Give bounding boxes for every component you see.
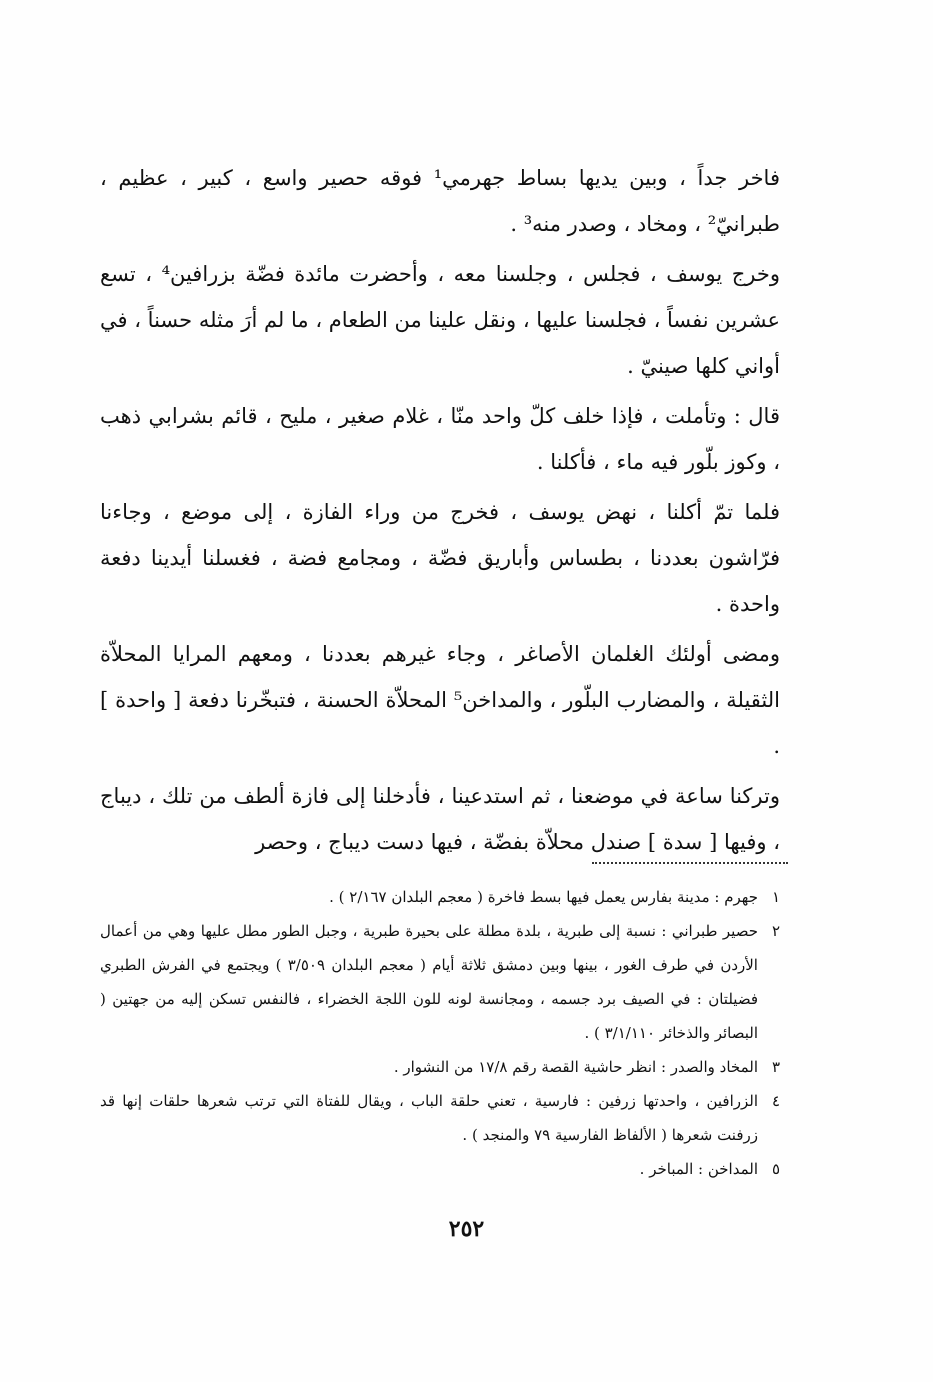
- footnote-number: ٣: [771, 1058, 780, 1076]
- footnote-text: جهرم : مدينة بفارس يعمل فيها بسط فاخرة ( معجم البلدان ٢/١٦٧ ) .: [329, 888, 758, 906]
- footnote-text: المداخن : المباخر .: [639, 1160, 758, 1178]
- footnote-5: [100, 1152, 780, 1186]
- paragraph-6: وتركنا ساعة في موضعنا ، ثم استدعينا ، فأدخلنا إلى فازة ألطف من تلك ، ديباج ، وفيها [ سدة ] صندل محلاّة بفضّة ، فيها دست ديباج ، وحصر: [100, 784, 780, 854]
- footnote-4: [100, 1084, 780, 1152]
- paragraph-5: ومضى أولئك الغلمان الأصاغر ، وجاء غيرهم بعددنا ، ومعهم المرايا المحلاّة الثقيلة ، والمضارب البلّور ، والمداخن⁵ المحلاّة الحسنة ، فتبخّرنا دفعة [ واحدة ] .: [100, 642, 780, 758]
- footnote-1: [100, 880, 780, 914]
- footnote-number: ٤: [771, 1092, 780, 1110]
- footnote-number: ٢: [771, 922, 780, 940]
- footnote-text: الزرافين ، واحدتها زرفين : فارسية ، تعني حلقة الباب ، ويقال للفتاة التي ترتب شعرها حلقات إنها قد زرفنت شعرها ( الألفاظ الفارسية ٧٩ والمنجد ) .: [100, 1092, 758, 1144]
- main-text: [100, 155, 780, 865]
- paragraph-1: فاخر جداً ، وبين يديها بساط جهرمي¹ فوقه حصير واسع ، كبير ، عظيم ، طبرانيّ² ، ومخاد ، وصدر منه³ .: [100, 166, 780, 236]
- footnote-number: ١: [771, 888, 780, 906]
- paragraph-2: وخرج يوسف ، فجلس ، وجلسنا معه ، وأحضرت مائدة فضّة بزرافين⁴ ، تسع عشرين نفساً ، فجلسنا عليها ، ونقل علينا من الطعام ، ما لم أرَ مثله حسناً ، في أواني كلها صينيّ .: [100, 262, 781, 378]
- footnote-separator: [592, 862, 788, 864]
- footnotes: [100, 880, 780, 1186]
- footnote-text: المخاد والصدر : انظر حاشية القصة رقم ١٧/٨ من النشوار .: [393, 1058, 758, 1076]
- footnote-text: حصير طبراني : نسبة إلى طبرية ، بلدة مطلة على بحيرة طبرية ، وجبل الطور مطل عليها وهي من أعمال الأردن في طرف الغور ، بينها وبين دمشق ثلاثة أيام ( معجم البلدان ٣/٥٠٩ ) ويجتمع في الفرش الطبري فضيلتان : في الصيف برد جسمه ، ومجانسة لونه للون اللجة الخضراء ، فالنفس تسكن إليه من جهتين ( البصائر والذخائر ٣/١/١١٠ ) .: [100, 922, 758, 1042]
- footnote-2: [100, 914, 780, 1050]
- paragraph-4: فلما تمّ أكلنا ، نهض يوسف ، فخرج من وراء الفازة ، إلى موضع ، وجاءنا فرّاشون بعددنا ، بطساس وأباريق فضّة ، ومجامع فضة ، فغسلنا أيدينا دفعة واحدة .: [100, 500, 780, 616]
- footnote-number: ٥: [771, 1160, 780, 1178]
- page-number: ٢٥٢: [448, 1216, 485, 1242]
- footnote-3: [100, 1050, 780, 1084]
- paragraph-3: قال : وتأملت ، فإذا خلف كلّ واحد منّا ، غلام صغير ، مليح ، قائم بشرابي ذهب ، وكوز بلّور فيه ماء ، فأكلنا .: [100, 404, 780, 474]
